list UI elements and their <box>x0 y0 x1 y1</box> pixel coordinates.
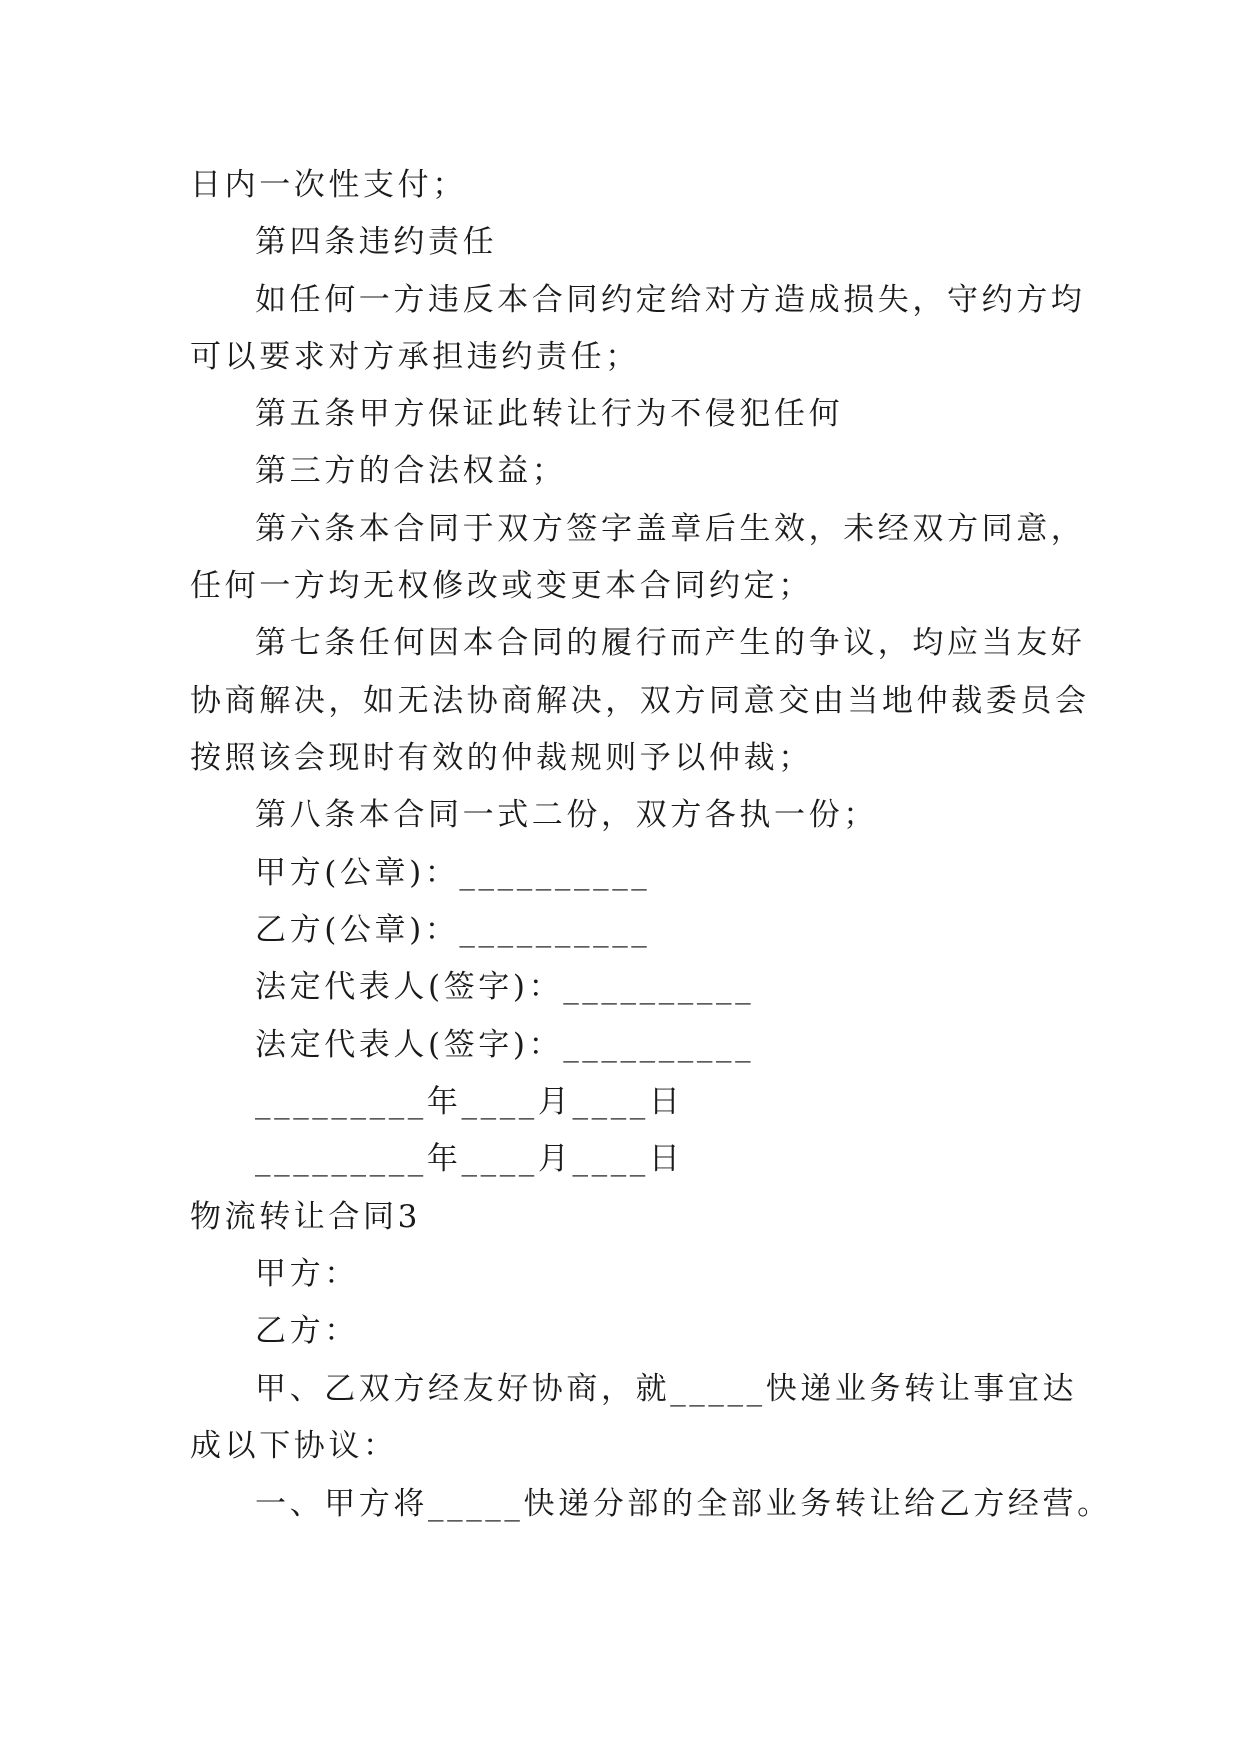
text-line: 第五条甲方保证此转让行为不侵犯任何 <box>255 396 844 432</box>
signature-line: 法定代表人(签字)：__________ <box>255 969 755 1005</box>
text-line: 日内一次性支付； <box>190 167 467 203</box>
text-line: 一、甲方将_____快递分部的全部业务转让给乙方经营。 <box>255 1486 1112 1522</box>
text-line: 第四条违约责任 <box>255 224 498 260</box>
text-line: 甲方： <box>255 1256 359 1292</box>
signature-line: 甲方(公章)：__________ <box>255 855 651 891</box>
signature-line: 法定代表人(签字)：__________ <box>255 1027 755 1063</box>
text-line: 第三方的合法权益； <box>255 453 567 489</box>
text-line: 按照该会现时有效的仲裁规则予以仲裁； <box>190 740 813 776</box>
text-line: 乙方： <box>255 1313 359 1349</box>
text-line: 第八条本合同一式二份，双方各执一份； <box>255 797 878 833</box>
date-line: _________年____月____日 <box>255 1084 684 1120</box>
section-title: 物流转让合同3 <box>190 1199 421 1235</box>
text-line: 可以要求对方承担违约责任； <box>190 339 640 375</box>
date-line: _________年____月____日 <box>255 1141 684 1177</box>
text-line: 任何一方均无权修改或变更本合同约定； <box>190 568 813 604</box>
signature-line: 乙方(公章)：__________ <box>255 912 651 948</box>
text-line: 协商解决，如无法协商解决，双方同意交由当地仲裁委员会 <box>190 683 1090 719</box>
text-line: 成以下协议： <box>190 1428 398 1464</box>
text-line: 如任何一方违反本合同约定给对方造成损失，守约方均 <box>255 282 1086 318</box>
text-line: 甲、乙双方经友好协商，就_____快递业务转让事宜达 <box>255 1371 1078 1407</box>
text-line: 第七条任何因本合同的履行而产生的争议，均应当友好 <box>255 625 1086 661</box>
text-line: 第六条本合同于双方签字盖章后生效，未经双方同意， <box>255 511 1086 547</box>
